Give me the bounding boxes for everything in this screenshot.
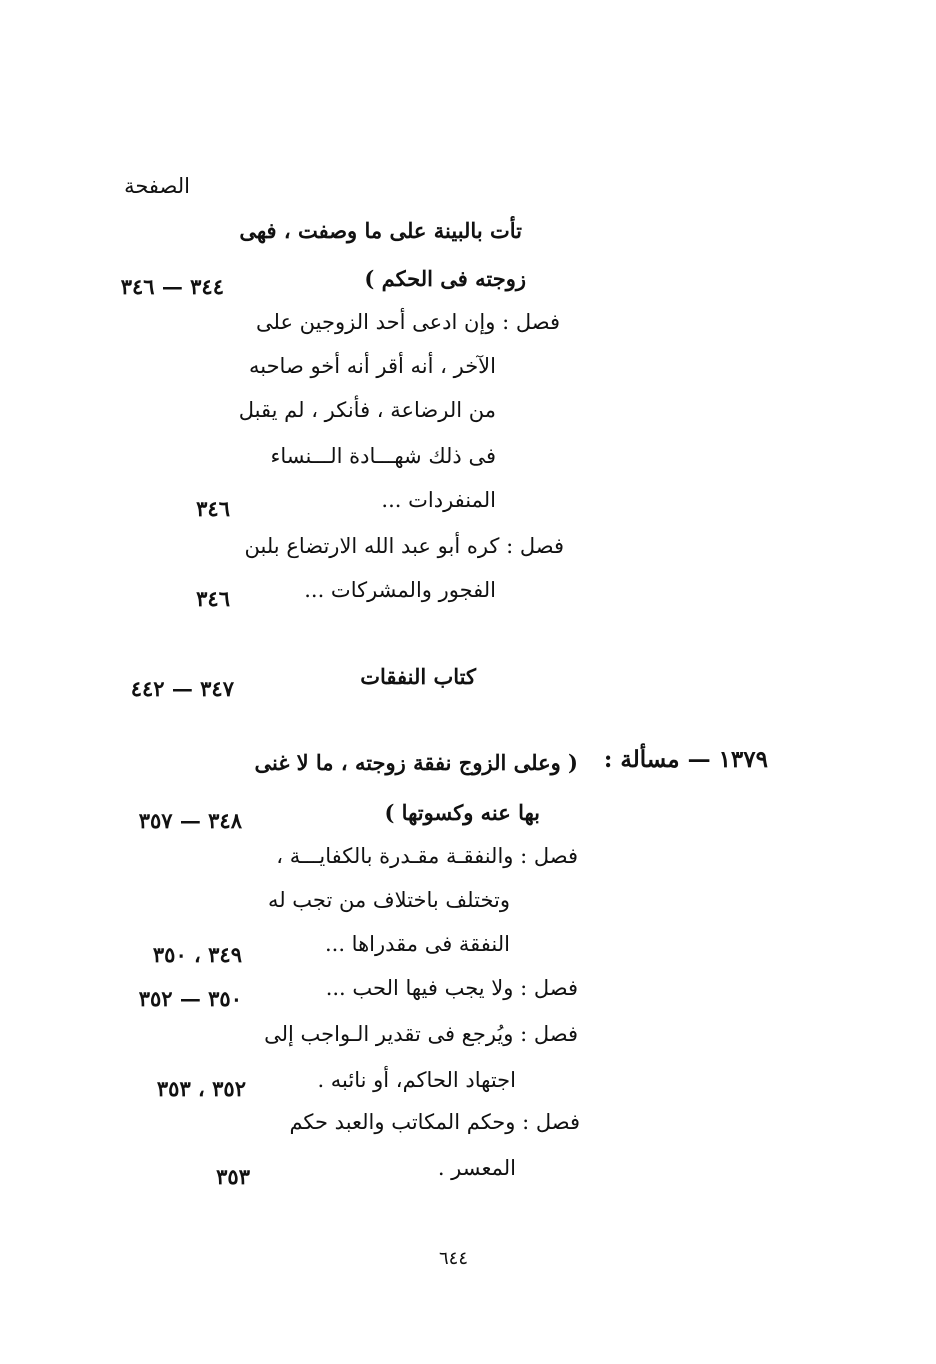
page-column-header: الصفحة — [124, 174, 190, 198]
entry-line: من الرضاعة ، فأنكر ، لم يقبل — [238, 398, 496, 422]
entry-line: المعسر . — [437, 1156, 516, 1180]
page-range: ٣٤٦ — [196, 496, 230, 521]
page-range: ٣٤٤ — ٣٤٦ — [120, 274, 224, 299]
entry-line: بها عنه وكسوتها ) — [384, 800, 540, 825]
page-range: ٣٤٧ — ٤٤٢ — [130, 676, 234, 701]
entry-line: فصل : وحكم المكاتب والعبد حكم — [289, 1110, 580, 1134]
page-number: ٦٤٤ — [438, 1248, 468, 1269]
entry-line: تأت بالبينة على ما وصفت ، فهى — [239, 218, 522, 243]
entry-line: الفجور والمشركات ... — [304, 578, 496, 602]
entry-line: فصل : ويُرجع فى تقدير الـواجب إلى — [264, 1022, 578, 1046]
entry-line: اجتهاد الحاكم، أو نائبه . — [317, 1068, 516, 1092]
page-range: ٣٥٣ — [216, 1164, 250, 1189]
entry-line: وتختلف باختلاف من تجب له — [267, 888, 510, 912]
entry-line: المنفردات ... — [381, 488, 496, 512]
page-range: ٣٥٠ — ٣٥٢ — [138, 986, 242, 1011]
page-range: ٣٤٩ ، ٣٥٠ — [152, 942, 242, 967]
entry-line: زوجته فى الحكم ) — [364, 266, 526, 291]
entry-line: فصل : وإن ادعى أحد الزوجين على — [256, 310, 560, 334]
page-range: ٣٤٦ — [196, 586, 230, 611]
page-range: ٣٥٢ ، ٣٥٣ — [156, 1076, 246, 1101]
entry-line: فصل : والنفقـة مقـدرة بالكفايـــة ، — [276, 844, 578, 868]
masala-label: ١٣٧٩ — مسألة : — [603, 746, 768, 773]
entry-line: فصل : كره أبو عبد الله الارتضاع بلبن — [244, 534, 564, 558]
entry-line: فصل : ولا يجب فيها الحب ... — [325, 976, 578, 1000]
entry-line: ( وعلى الزوج نفقة زوجته ، ما لا غنى — [254, 750, 578, 775]
book-title: كتاب النفقات — [360, 664, 476, 689]
entry-line: فى ذلك شهـــادة الـــنساء — [270, 444, 496, 468]
page-range: ٣٤٨ — ٣٥٧ — [138, 808, 242, 833]
entry-line: النفقة فى مقدراها ... — [324, 932, 510, 956]
entry-line: الآخر ، أنه أقر أنه أخو صاحبه — [248, 354, 496, 378]
